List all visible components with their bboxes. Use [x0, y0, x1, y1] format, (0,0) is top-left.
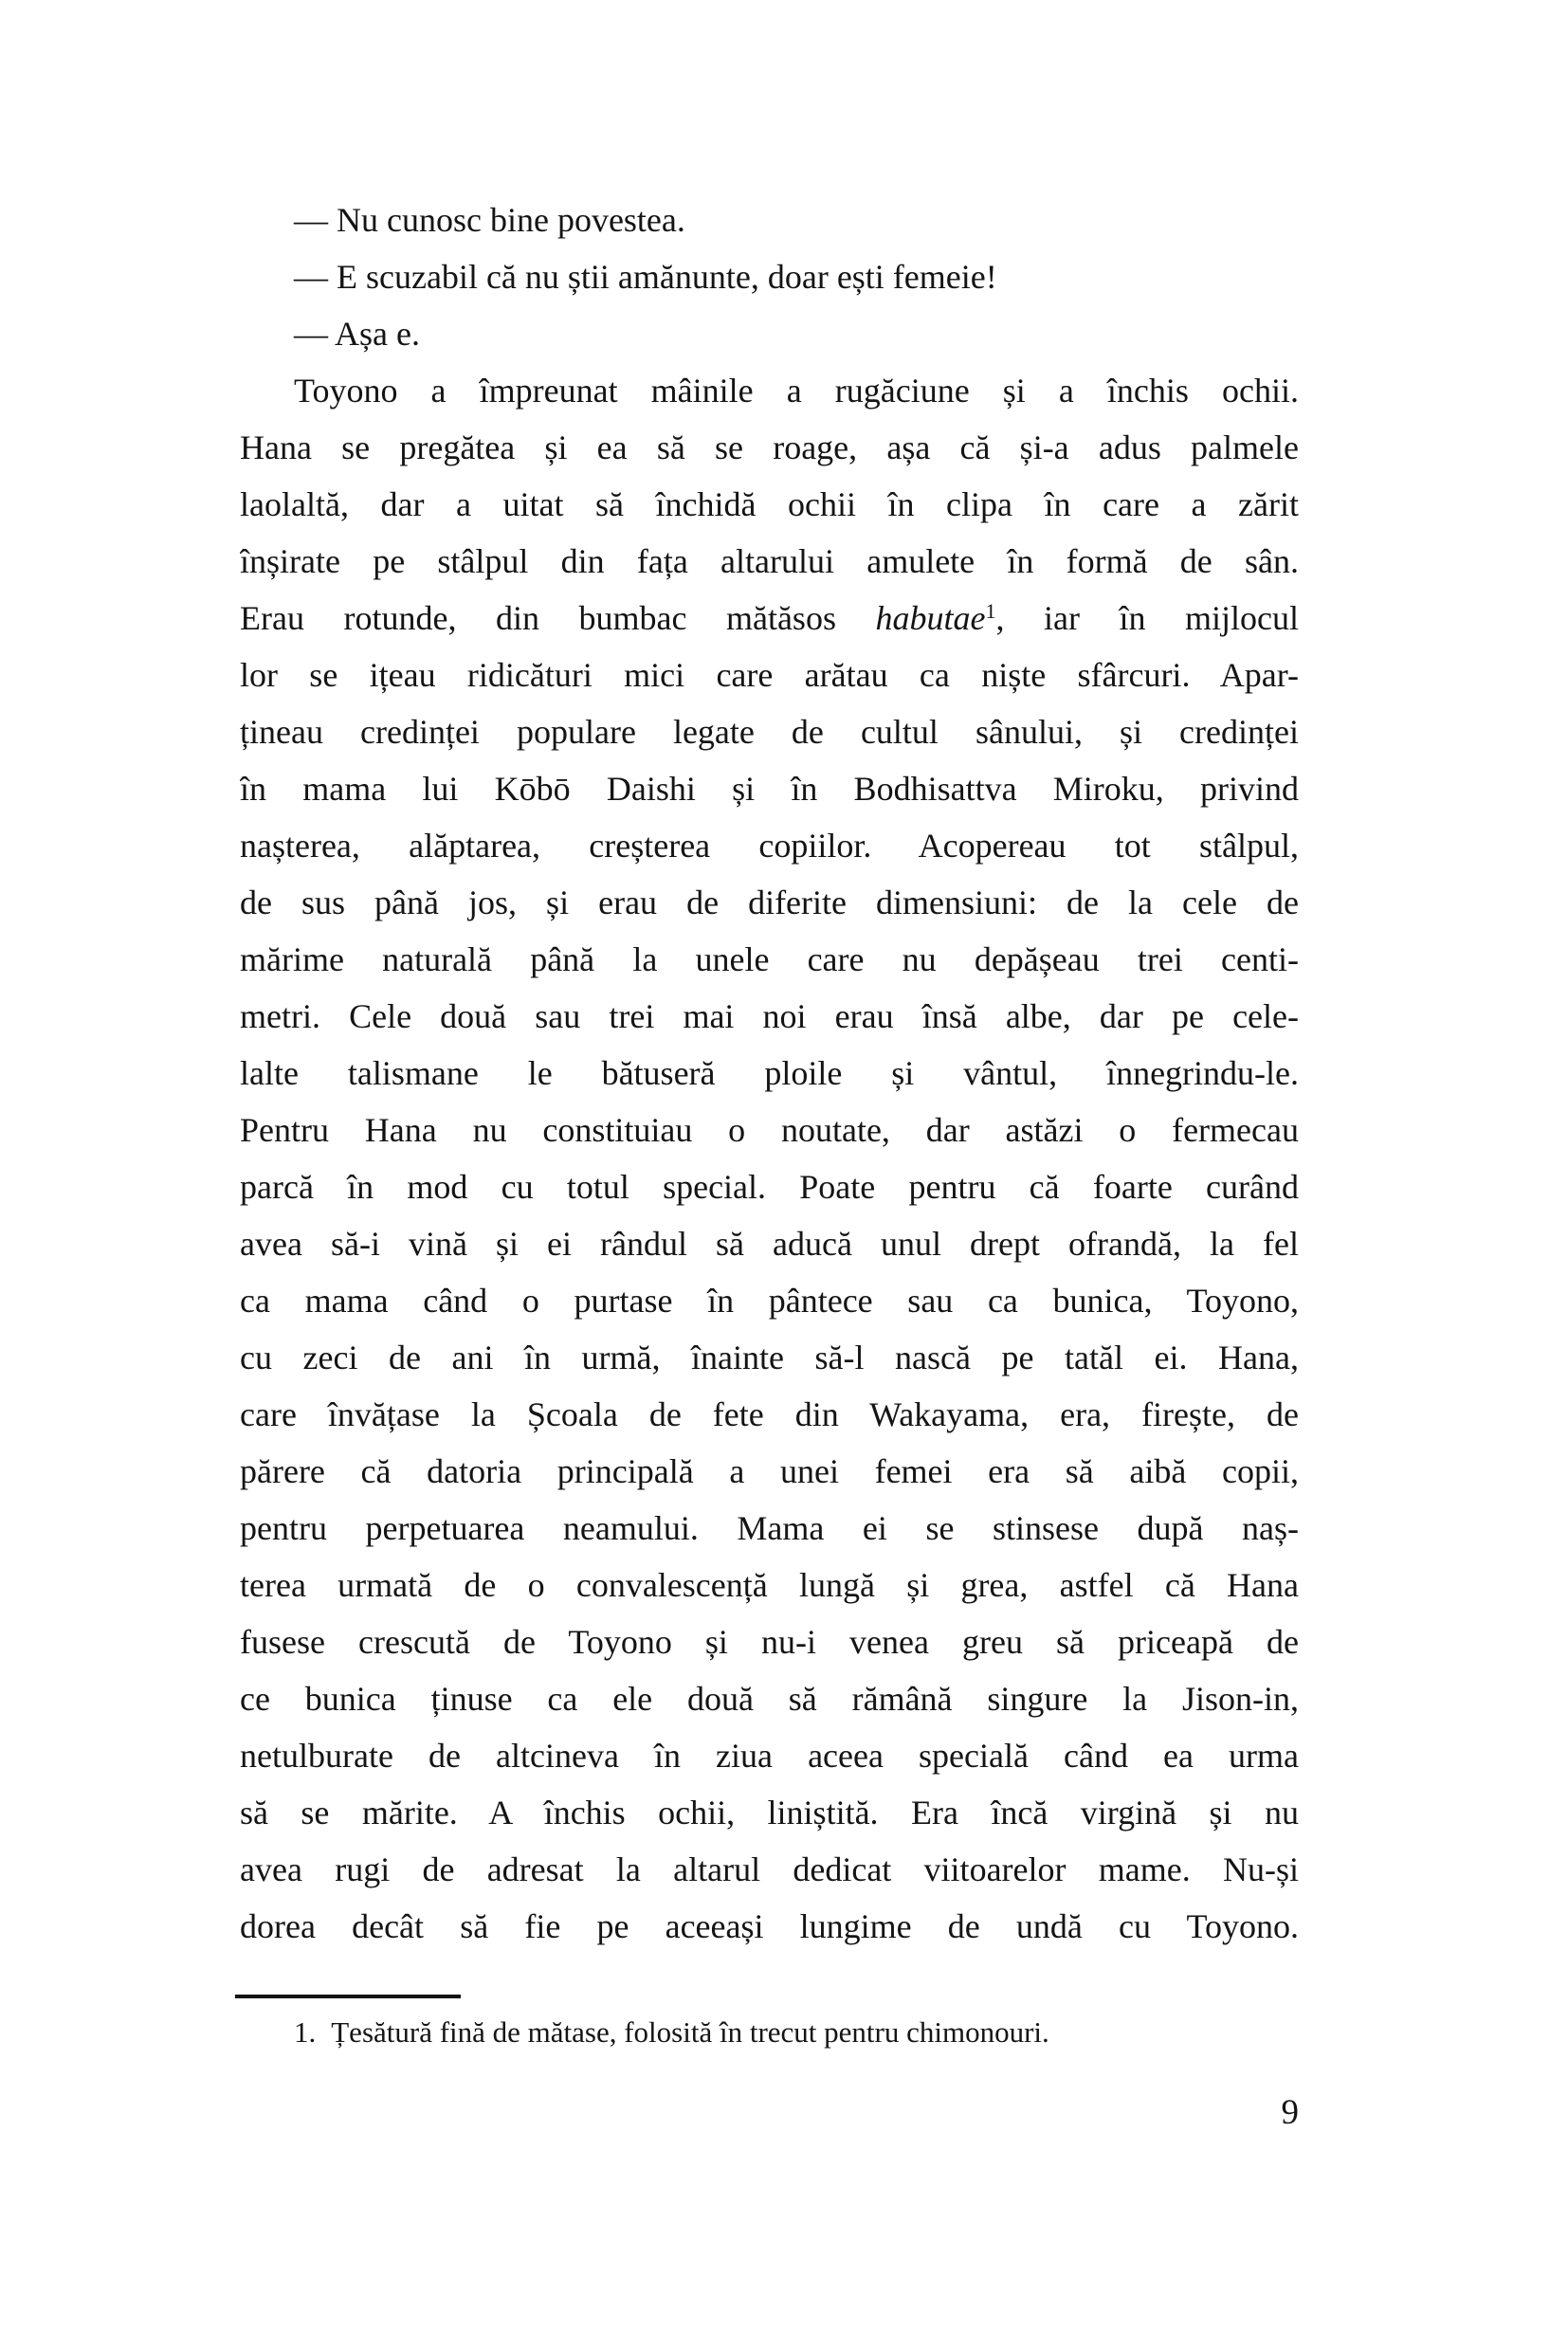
text-line	[240, 703, 1299, 760]
text-line	[240, 1500, 1299, 1557]
text-line	[240, 305, 1299, 362]
footnote-reference: 1	[985, 598, 996, 623]
text-run: Erau rotunde, din bumbac mătăsos	[240, 599, 876, 637]
text-line	[240, 1841, 1299, 1898]
text-run: laolaltă, dar a uitat să închidă ochii în clipa în care a zărit	[240, 485, 1299, 523]
text-line	[240, 1784, 1299, 1841]
text-run: nașterea, alăptarea, creșterea copiilor. Acopereau tot stâlpul,	[240, 827, 1299, 865]
text-line	[240, 1272, 1299, 1329]
text-line	[240, 817, 1299, 874]
text-run: — E scuzabil că nu știi amănunte, doar ești femeie!	[294, 258, 997, 296]
text-line	[240, 1045, 1299, 1102]
text-run: avea rugi de adresat la altarul dedicat viitoarelor mame. Nu-și	[240, 1850, 1299, 1888]
footnote-number: 1.	[294, 2015, 317, 2049]
text-line	[240, 1158, 1299, 1215]
text-line	[240, 1102, 1299, 1158]
text-run: mărime naturală până la unele care nu depășeau trei centi-	[240, 940, 1299, 978]
text-line	[240, 1386, 1299, 1443]
text-line	[240, 1898, 1299, 1955]
text-run: înșirate pe stâlpul din fața altarului amulete în formă de sân.	[240, 542, 1299, 580]
text-line	[240, 533, 1299, 590]
text-line	[240, 362, 1299, 419]
text-line	[240, 931, 1299, 988]
text-run: metri. Cele două sau trei mai noi erau însă albe, dar pe cele-	[240, 997, 1299, 1035]
text-run: de sus până jos, și erau de diferite dimensiuni: de la cele de	[240, 884, 1299, 921]
footnote-divider	[235, 1995, 461, 1998]
text-line	[240, 191, 1299, 248]
footnote-text: Țesătură fină de mătase, folosită în trecut pentru chimonouri.	[331, 2015, 1049, 2049]
text-run: să se mărite. A închis ochii, liniștită. Era încă virgină și nu	[240, 1794, 1299, 1832]
text-run: — Nu cunosc bine povestea.	[294, 201, 685, 239]
page-number: 9	[1281, 2093, 1299, 2132]
text-run: cu zeci de ani în urmă, înainte să-l nască pe tatăl ei. Hana,	[240, 1339, 1299, 1376]
text-run: terea urmată de o convalescență lungă și grea, astfel că Hana	[240, 1566, 1299, 1604]
text-run: care învățase la Școala de fete din Wakayama, era, firește, de	[240, 1395, 1299, 1433]
text-line	[240, 874, 1299, 931]
text-run: parcă în mod cu totul special. Poate pentru că foarte curând	[240, 1168, 1299, 1206]
page-text-block	[240, 191, 1299, 2053]
text-line	[240, 1670, 1299, 1727]
text-line	[240, 1443, 1299, 1500]
text-line	[240, 1329, 1299, 1386]
text-line	[240, 590, 1299, 647]
text-line	[240, 760, 1299, 817]
footnote	[240, 2012, 1299, 2053]
text-line	[240, 988, 1299, 1045]
text-run: — Așa e.	[294, 315, 420, 353]
text-run: țineau credinței populare legate de cultul sânului, și credinței	[240, 713, 1299, 751]
text-run: pentru perpetuarea neamului. Mama ei se stinsese după naș-	[240, 1509, 1299, 1547]
text-run: lor se ițeau ridicături mici care arătau ca niște sfârcuri. Apar-	[240, 656, 1299, 694]
text-line	[240, 1557, 1299, 1613]
italic-term: habutae	[875, 599, 986, 637]
text-run: lalte talismane le bătuseră ploile și vântul, înnegrindu-le.	[240, 1054, 1299, 1092]
text-run: în mama lui Kōbō Daishi și în Bodhisattva Miroku, privind	[240, 770, 1299, 808]
text-run: părere că datoria principală a unei femei era să aibă copii,	[240, 1452, 1299, 1490]
text-line	[240, 647, 1299, 703]
text-run: ce bunica ținuse ca ele două să rămână singure la Jison-in,	[240, 1680, 1299, 1718]
text-run: Toyono a împreunat mâinile a rugăciune și a închis ochii.	[294, 372, 1299, 410]
text-line	[240, 248, 1299, 305]
text-run: netulburate de altcineva în ziua aceea specială când ea urma	[240, 1737, 1299, 1775]
text-line	[240, 1215, 1299, 1272]
text-run: dorea decât să fie pe aceeași lungime de undă cu Toyono.	[240, 1907, 1299, 1945]
text-line	[240, 476, 1299, 533]
body-text	[240, 191, 1299, 1955]
text-run: avea să-i vină și ei rândul să aducă unul drept ofrandă, la fel	[240, 1225, 1299, 1263]
text-line	[240, 1613, 1299, 1670]
text-line	[240, 1727, 1299, 1784]
text-run: fusese crescută de Toyono și nu-i venea greu să priceapă de	[240, 1623, 1299, 1661]
text-run: ca mama când o purtase în pântece sau ca bunica, Toyono,	[240, 1282, 1299, 1320]
text-run: Hana se pregătea și ea să se roage, așa că și-a adus palmele	[240, 428, 1299, 466]
text-run: Pentru Hana nu constituiau o noutate, dar astăzi o fermecau	[240, 1111, 1299, 1149]
text-line	[240, 419, 1299, 476]
text-run: , iar în mijlocul	[995, 599, 1299, 637]
